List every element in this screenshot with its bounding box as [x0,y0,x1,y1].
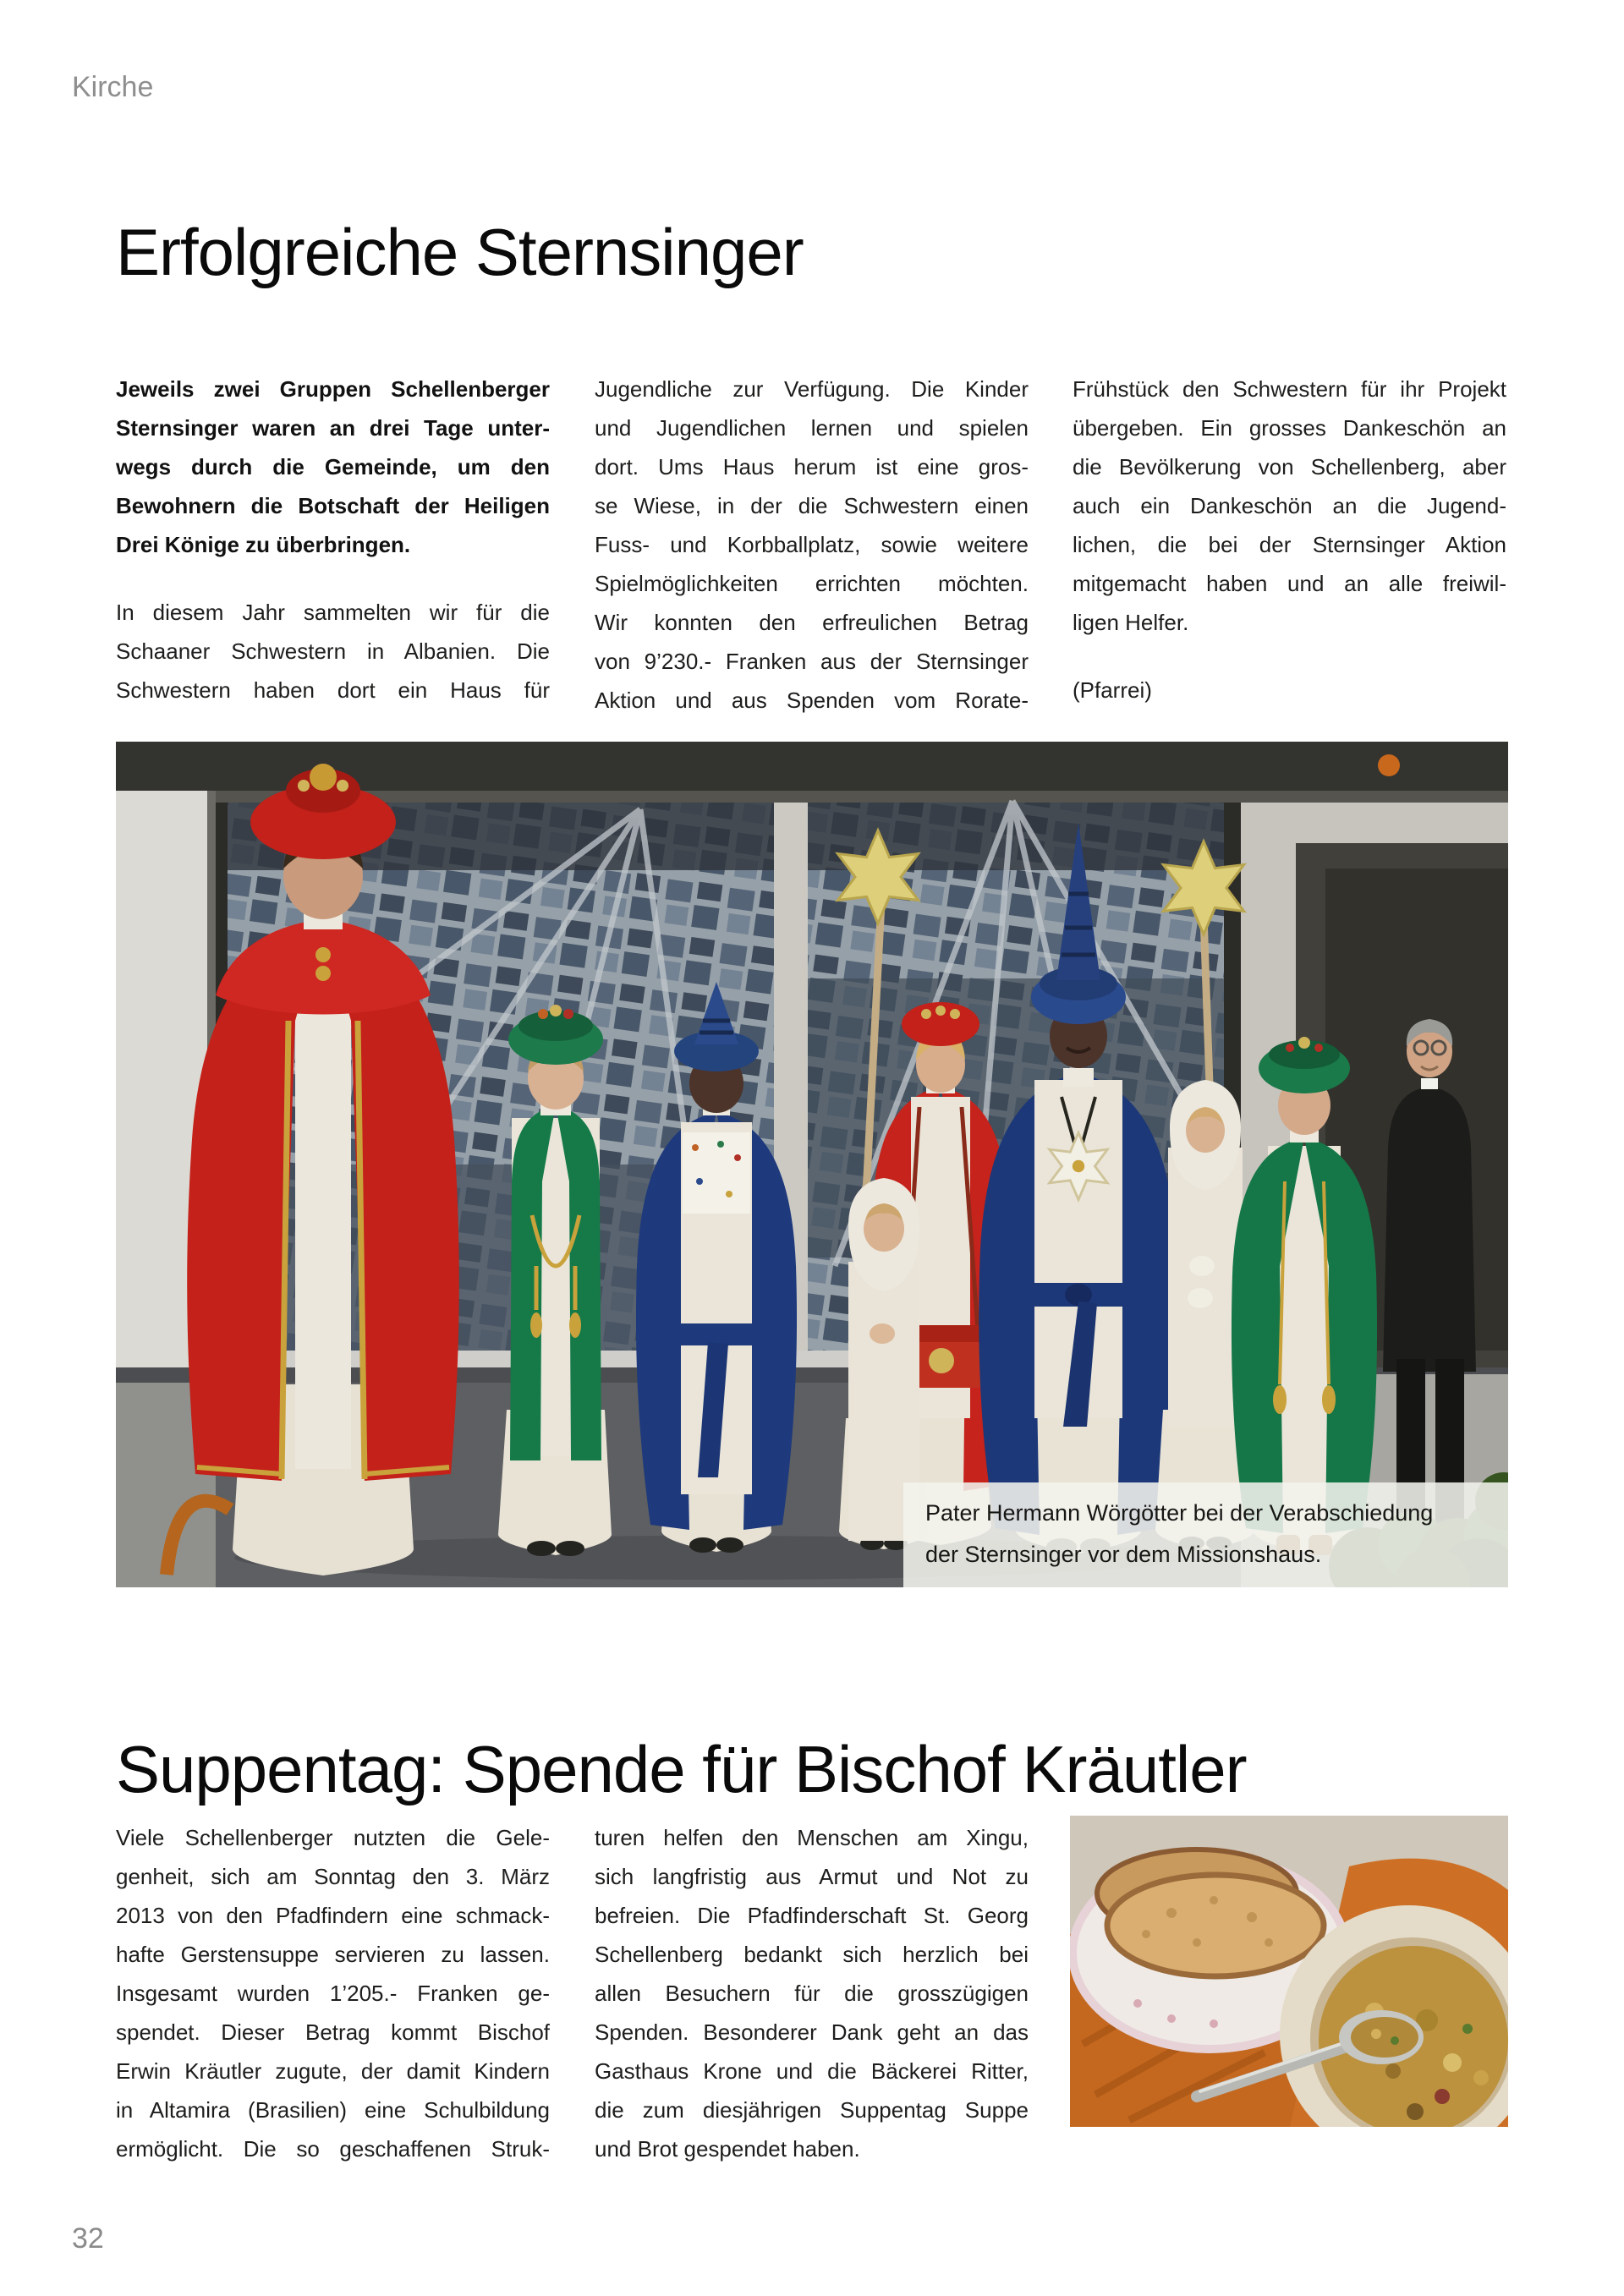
article1-column-1 [116,370,550,710]
article1-column-2 [595,370,1029,720]
article1-col3-paragraph: Frühstück den Schwestern für ihr Projekt übergeben. Ein grosses Dankeschön an die Bevölkerung von Schellenberg, aber auch ein Dankeschön an die Jugend- lichen, die bei der Sternsinger Aktion mitgemacht haben und an alle freiwil- ligen Helfer. [1073,376,1506,635]
article1-column-3 [1073,370,1506,710]
soup-photo-illustration [1070,1816,1508,2127]
bread-slice-front [1107,1875,1324,1976]
article1-col1-paragraph: In diesem Jahr sammelten wir für die Schaaner Schwestern in Albanien. Die Schwestern haben dort ein Haus für [116,600,550,703]
soup-and-bread-photo [1070,1816,1508,2127]
article2-title: Suppentag: Spende für Bischof Kräutler [116,1732,1247,1807]
article1-intro: Jeweils zwei Gruppen Schellenberger Sternsinger waren an drei Tage unter- wegs durch die Gemeinde, um den Bewohnern die Botschaft der Heiligen Drei Könige zu überbringen. [116,376,550,557]
article2-column-1 [116,1818,550,2168]
sternsinger-group-photo [116,742,1508,1587]
photo-caption: Pater Hermann Wörgötter bei der Verabschiedung der Sternsinger vor dem Missionshaus. [903,1482,1508,1587]
article1-title: Erfolgreiche Sternsinger [116,215,804,290]
section-label: Kirche [72,71,154,103]
article2-column-2 [595,1818,1029,2168]
article2-col2-paragraph: turen helfen den Menschen am Xingu, sich langfristig aus Armut und Not zu befreien. Die Pfadfinderschaft St. Georg Schellenberg bedankt sich herzlich bei allen Besuchern für die grosszügigen Spenden. Besonderer Dank geht an das Gasthaus Krone und die Bäckerei Ritter, die zum diesjährigen Suppentag Suppe und Brot gespendet haben. [595,1825,1029,2162]
article2-col1-paragraph: Viele Schellenberger nutzten die Gele- genheit, sich am Sonntag den 3. März 2013 von den Pfadfindern eine schmack- hafte Gerstensuppe servieren zu lassen. Insgesamt wurden 1’205.- Franken ge- spendet. Dieser Betrag kommt Bischof Erwin Kräutler zugute, der damit Kindern in Altamira (Brasilien) eine Schulbildung ermöglicht. Die so geschaffenen Struk- [116,1825,550,2162]
sternsinger-photo-illustration [116,742,1508,1587]
page-number: 32 [72,2222,104,2255]
article1-byline: (Pfarrei) [1073,677,1152,703]
article1-col2-paragraph: Jugendliche zur Verfügung. Die Kinder und Jugendlichen lernen und spielen dort. Ums Haus herum ist eine gros- se Wiese, in der die Schwestern einen Fuss- und Korbballplatz, sowie weitere Spielmöglichkeiten errichten möchten. Wir konnten den erfreulichen Betrag von 9’230.- Franken aus der Sternsinger Aktion und aus Spenden vom Rorate- [595,376,1029,713]
